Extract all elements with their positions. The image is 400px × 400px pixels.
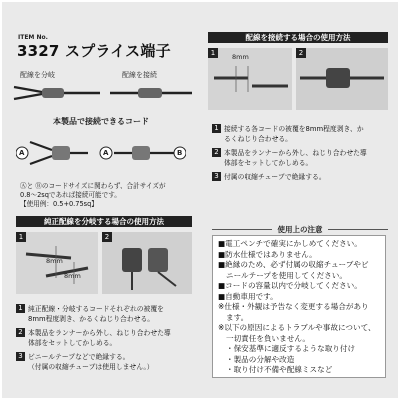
branch-photo-2-drawing xyxy=(102,232,192,294)
caution-item: ・保安基準に適反するような取り付け xyxy=(226,344,356,353)
branch-section-title: 純正配線を分岐する場合の使用方法 xyxy=(16,216,192,227)
caution-item: ニールテープを使用してください。 xyxy=(226,270,347,280)
branch-step-1-number: 1 xyxy=(16,304,25,313)
branch-label: 配線を分岐 xyxy=(20,71,55,79)
connectable-cords-title: 本製品で接続できるコード xyxy=(53,117,149,126)
branch-measure-label-a: 8mm xyxy=(46,257,63,265)
connect-measure-label: 8mm xyxy=(232,53,249,61)
connect-step-2 xyxy=(212,148,396,168)
branch-step-2 xyxy=(16,328,198,348)
wire-a-label-left: A xyxy=(19,149,25,157)
branch-step-3-number: 3 xyxy=(16,352,25,361)
wire-b-label-right: B xyxy=(177,149,183,157)
product-title: 3327 スプライス端子 xyxy=(17,42,171,60)
connect-photo-2-drawing xyxy=(296,48,388,110)
connect-step-1-line1: 接続する各コードの被覆を8mm程度剥き、か xyxy=(224,125,364,133)
branch-step-1-line1: 純正配線・分岐するコードそれぞれの被覆を xyxy=(28,305,164,313)
compat-note xyxy=(20,182,166,209)
branch-photo-2 xyxy=(102,232,192,294)
branch-step-3-line1: ビニールテープなどで絶縁する。 xyxy=(28,353,130,361)
caution-item: ます。 xyxy=(226,312,249,322)
branch-step-1 xyxy=(16,304,198,324)
caution-item: ・取り付け不備や配線ミスなど xyxy=(226,365,333,374)
right-column xyxy=(202,2,398,398)
connect-step-2-number: 2 xyxy=(212,148,221,157)
wire-a-label-mid: A xyxy=(103,149,109,157)
caution-list xyxy=(218,239,381,376)
connect-wire-illustration xyxy=(108,80,194,106)
caution-item: 一切責任を負いません。 xyxy=(226,333,310,343)
branch-step-3-line2: （付属の収縮チューブは使用しません。） xyxy=(28,363,154,371)
connect-photo-2 xyxy=(296,48,388,110)
compat-note-line1: Ⓐと Ⓑのコードサイズに関わらず、合計サイズが xyxy=(20,182,166,190)
caution-title: 使用上の注意 xyxy=(277,225,323,234)
branch-wire-illustration xyxy=(12,80,102,106)
branch-step-2-number: 2 xyxy=(16,328,25,337)
connect-label: 配線を接続 xyxy=(122,71,157,79)
connect-step-1 xyxy=(212,124,396,144)
caution-item: ■電工ペンチで確実にかしめてください。 xyxy=(218,239,362,248)
branch-step-1-line2: 8mm程度剥き、かるくねじり合わせる。 xyxy=(28,315,155,323)
caution-item: ■防水仕様ではありません。 xyxy=(218,249,317,259)
branch-panel-number-1: 1 xyxy=(16,232,26,242)
compat-note-line3: 【使用例：0.5+0.75sq】 xyxy=(20,200,98,208)
connect-step-1-number: 1 xyxy=(212,124,221,133)
item-number-label: ITEM No. xyxy=(18,34,48,41)
caution-item: ■自動車用です。 xyxy=(218,291,278,301)
caution-item: ※以下の原因によるトラブルや事故について、 xyxy=(218,323,376,332)
connect-step-3 xyxy=(212,172,396,182)
caution-item: ※仕様・外観は予告なく変更する場合があり xyxy=(218,302,369,311)
cord-size-diagram xyxy=(16,132,186,176)
connect-panel-number-2: 2 xyxy=(296,48,306,58)
caution-item: ■絶縁のため、必ず付属の収縮チューブやビ xyxy=(218,260,369,269)
connect-photo-1-drawing xyxy=(208,48,292,110)
caution-item: ・製品の分解や改造 xyxy=(226,354,295,364)
connect-step-3-line1: 付属の収縮チューブで絶縁する。 xyxy=(224,173,326,181)
branch-panel-number-2: 2 xyxy=(102,232,112,242)
branch-measure-label-b: 8mm xyxy=(64,272,81,280)
connect-step-1-line2: るくねじり合わせる。 xyxy=(224,135,292,143)
connect-section-title: 配線を接続する場合の使用方法 xyxy=(208,32,388,43)
caution-box xyxy=(212,235,386,378)
branch-step-3 xyxy=(16,352,198,372)
connect-step-2-line2: 体部をセットしてかしめる。 xyxy=(224,159,313,167)
connect-step-3-number: 3 xyxy=(212,172,221,181)
caution-rule-right xyxy=(328,229,388,230)
branch-step-2-line2: 体部をセットしてかしめる。 xyxy=(28,339,117,347)
compat-note-line2: 0.8〜2sqであれば接続可能です。 xyxy=(20,191,121,199)
connect-panel-number-1: 1 xyxy=(208,48,218,58)
caution-rule-left xyxy=(212,229,272,230)
connect-photo-1 xyxy=(208,48,292,110)
branch-step-2-line1: 本製品をランナーから外し、ねじり合わせた導 xyxy=(28,329,171,337)
caution-item: ■コードの容量以内で分岐してください。 xyxy=(218,281,362,290)
left-column xyxy=(2,2,200,398)
connect-step-2-line1: 本製品をランナーから外し、ねじり合わせた導 xyxy=(224,149,367,157)
instruction-sheet xyxy=(2,2,398,398)
